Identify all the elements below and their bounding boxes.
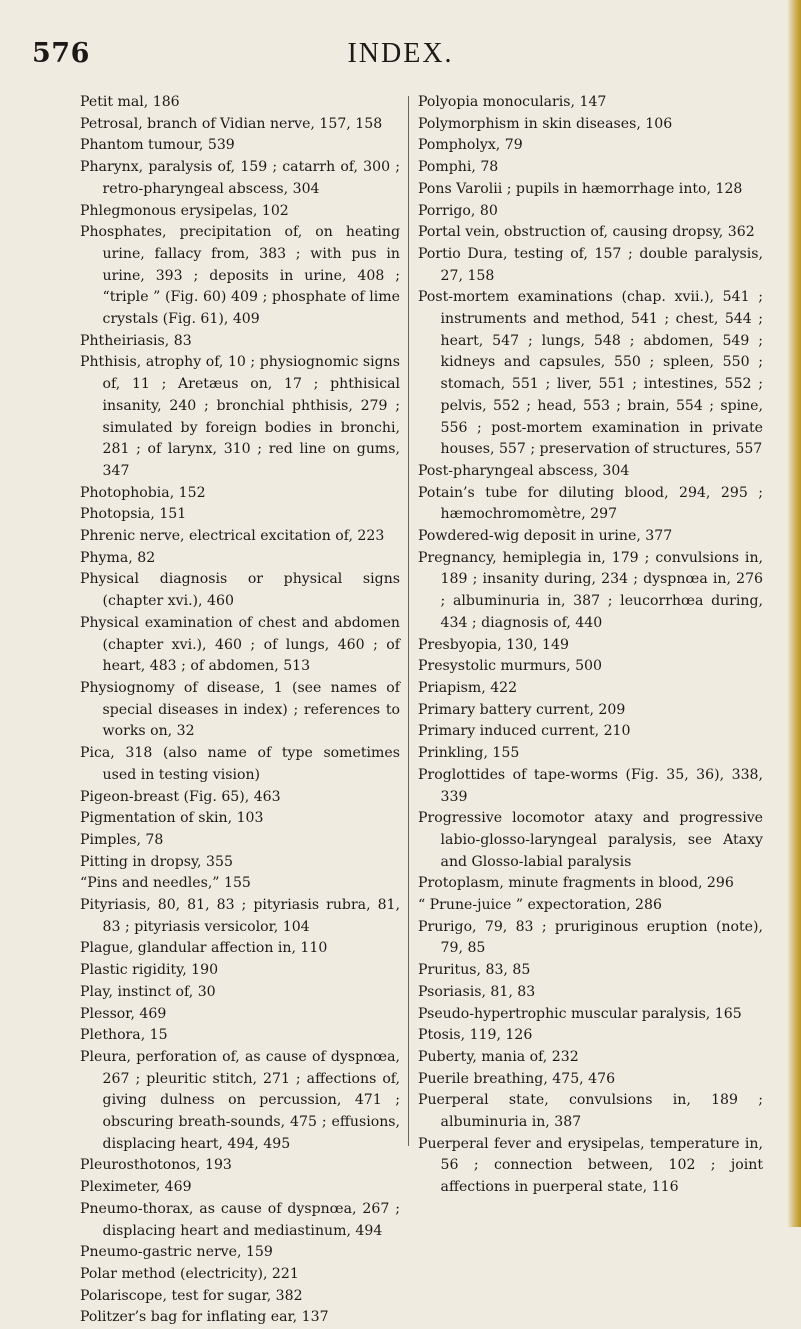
page-title: INDEX. <box>347 38 454 69</box>
index-entry: Plague, glandular affection in, 110 <box>80 940 328 957</box>
index-entry: Phosphates, precipitation of, on heating urine, fallacy from, 383 ; with pus in urine, 393 ; deposits in urine, 408 ; “triple ” (Fig. 60) 409 ; phosphate of lime crystals (Fig. 61), 409 <box>80 224 400 328</box>
index-entry: Primary induced current, 210 <box>418 723 631 740</box>
index-entry: Pruritus, 83, 85 <box>418 962 531 979</box>
index-entry: Pomphi, 78 <box>418 159 499 176</box>
index-entry: Pharynx, paralysis of, 159 ; catarrh of, 300 ; retro-pharyngeal abscess, 304 <box>80 159 400 197</box>
index-entry: Powdered-wig deposit in urine, 377 <box>418 528 673 545</box>
index-entry: Photopsia, 151 <box>80 506 187 523</box>
index-entry: Petit mal, 186 <box>80 94 180 110</box>
index-entry: Prurigo, 79, 83 ; pruriginous eruption (note), 79, 85 <box>418 918 763 957</box>
index-entry: Pneumo-gastric nerve, 159 <box>80 1244 273 1261</box>
index-entry: Puerperal state, convulsions in, 189 ; albuminuria in, 387 <box>418 1092 763 1131</box>
index-entry: Presbyopia, 130, 149 <box>418 636 569 653</box>
index-entry: Physical examination of chest and abdomen (chapter xvi.), 460 ; of lungs, 460 ; of heart, 483 ; of abdomen, 513 <box>80 614 400 675</box>
index-entry: Proglottides of tape-worms (Fig. 35, 36), 338, 339 <box>418 766 763 805</box>
column-divider <box>408 96 409 1146</box>
index-entry: Pregnancy, hemiplegia in, 179 ; convulsions in, 189 ; insanity during, 234 ; dyspnœa in, 276 ; albuminuria in, 387 ; leucorrhœa during, 434 ; diagnosis of, 440 <box>418 549 763 631</box>
index-entry: Post-mortem examinations (chap. xvii.), 541 ; instruments and method, 541 ; chest, 544 ; heart, 547 ; lungs, 548 ; abdomen, 549 ; kidneys and capsules, 550 ; spleen, 550 ; stomach, 551 ; liver, 551 ; intestines, 552 ; pelvis, 552 ; head, 553 ; brain, 554 ; spine, 556 ; post-mortem examination in private houses, 557 ; preservation of structures, 557 <box>418 289 763 458</box>
index-entry: Post-pharyngeal abscess, 304 <box>418 462 630 479</box>
index-entry: Pompholyx, 79 <box>418 137 523 154</box>
index-entry: Primary battery current, 209 <box>418 701 626 718</box>
index-column-left <box>80 92 400 1329</box>
index-entry: Pimples, 78 <box>80 831 164 848</box>
page-edge <box>787 0 801 1227</box>
index-entry: Phthisis, atrophy of, 10 ; physiognomic signs of, 11 ; Aretæus on, 17 ; phthisical insanity, 240 ; bronchial phthisis, 279 ; simulated by foreign bodies in bronchi, 281 ; of larynx, 310 ; red line on gums, 347 <box>80 354 400 479</box>
index-entry: Phtheiriasis, 83 <box>80 332 192 349</box>
index-entry: Pigeon-breast (Fig. 65), 463 <box>80 788 281 805</box>
page-number: 576 <box>32 38 90 69</box>
index-entry: Portio Dura, testing of, 157 ; double paralysis, 27, 158 <box>418 245 763 284</box>
index-entry: Phrenic nerve, electrical excitation of, 223 <box>80 528 385 545</box>
index-entry: Plastic rigidity, 190 <box>80 962 219 979</box>
index-entry: Politzer’s bag for inflating ear, 137 <box>80 1309 329 1326</box>
index-entry: Petrosal, branch of Vidian nerve, 157, 158 <box>80 115 383 132</box>
index-entry: Polar method (electricity), 221 <box>80 1265 299 1282</box>
index-entry: Photophobia, 152 <box>80 484 206 501</box>
index-entry: Puerile breathing, 475, 476 <box>418 1070 616 1087</box>
index-entry: “ Prune-juice ” expectoration, 286 <box>418 897 662 914</box>
index-entry: Pigmentation of skin, 103 <box>80 810 264 827</box>
index-entry: Phyma, 82 <box>80 549 156 566</box>
index-entry: Pleurosthotonos, 193 <box>80 1157 232 1174</box>
index-entry: Puberty, mania of, 232 <box>418 1048 579 1065</box>
index-entry: Pleura, perforation of, as cause of dyspnœa, 267 ; pleuritic stitch, 271 ; affections of, giving dulness on percussion, 471 ; obscuring breath-sounds, 475 ; effusions, displacing heart, 494, 495 <box>80 1048 400 1152</box>
index-entry: Pleximeter, 469 <box>80 1179 192 1196</box>
index-entry: Ptosis, 119, 126 <box>418 1027 533 1044</box>
index-entry: “Pins and needles,” 155 <box>80 875 251 892</box>
index-entry: Prinkling, 155 <box>418 745 520 762</box>
index-entry: Polymorphism in skin diseases, 106 <box>418 115 673 132</box>
index-entry: Play, instinct of, 30 <box>80 983 216 1000</box>
index-column-right <box>418 92 763 1199</box>
index-entry: Pitting in dropsy, 355 <box>80 853 233 870</box>
index-entry: Potain’s tube for diluting blood, 294, 295 ; hæmochromomètre, 297 <box>418 484 763 523</box>
index-entry: Plessor, 469 <box>80 1005 167 1022</box>
index-entry: Priapism, 422 <box>418 679 518 696</box>
index-entry: Progressive locomotor ataxy and progressive labio-glosso-laryngeal paralysis, see Ataxy and Glosso-labial paralysis <box>418 810 763 870</box>
index-entry: Polariscope, test for sugar, 382 <box>80 1287 303 1304</box>
index-entry: Physical diagnosis or physical signs (chapter xvi.), 460 <box>80 571 400 610</box>
index-entry: Psoriasis, 81, 83 <box>418 983 536 1000</box>
index-entry: Physiognomy of disease, 1 (see names of special diseases in index) ; references to works on, 32 <box>80 679 400 740</box>
index-entry: Pons Varolii ; pupils in hæmorrhage into, 128 <box>418 180 743 197</box>
index-entry: Portal vein, obstruction of, causing dropsy, 362 <box>418 224 755 241</box>
index-entry: Puerperal fever and erysipelas, temperature in, 56 ; connection between, 102 ; joint affections in puerperal state, 116 <box>418 1135 763 1196</box>
index-entry: Plethora, 15 <box>80 1027 168 1044</box>
index-entry: Phlegmonous erysipelas, 102 <box>80 202 289 219</box>
index-entry: Pica, 318 (also name of type sometimes used in testing vision) <box>80 745 400 783</box>
index-entry: Phantom tumour, 539 <box>80 137 235 154</box>
index-entry: Protoplasm, minute fragments in blood, 296 <box>418 875 734 892</box>
page-header <box>0 38 801 78</box>
index-entry: Pseudo-hypertrophic muscular paralysis, 165 <box>418 1005 742 1022</box>
index-entry: Pityriasis, 80, 81, 83 ; pityriasis rubra, 81, 83 ; pityriasis versicolor, 104 <box>80 897 400 935</box>
index-entry: Polyopia monocularis, 147 <box>418 94 607 110</box>
index-entry: Porrigo, 80 <box>418 202 498 219</box>
index-entry: Presystolic murmurs, 500 <box>418 658 602 675</box>
index-entry: Pneumo-thorax, as cause of dyspnœa, 267 ; displacing heart and mediastinum, 494 <box>80 1200 400 1239</box>
